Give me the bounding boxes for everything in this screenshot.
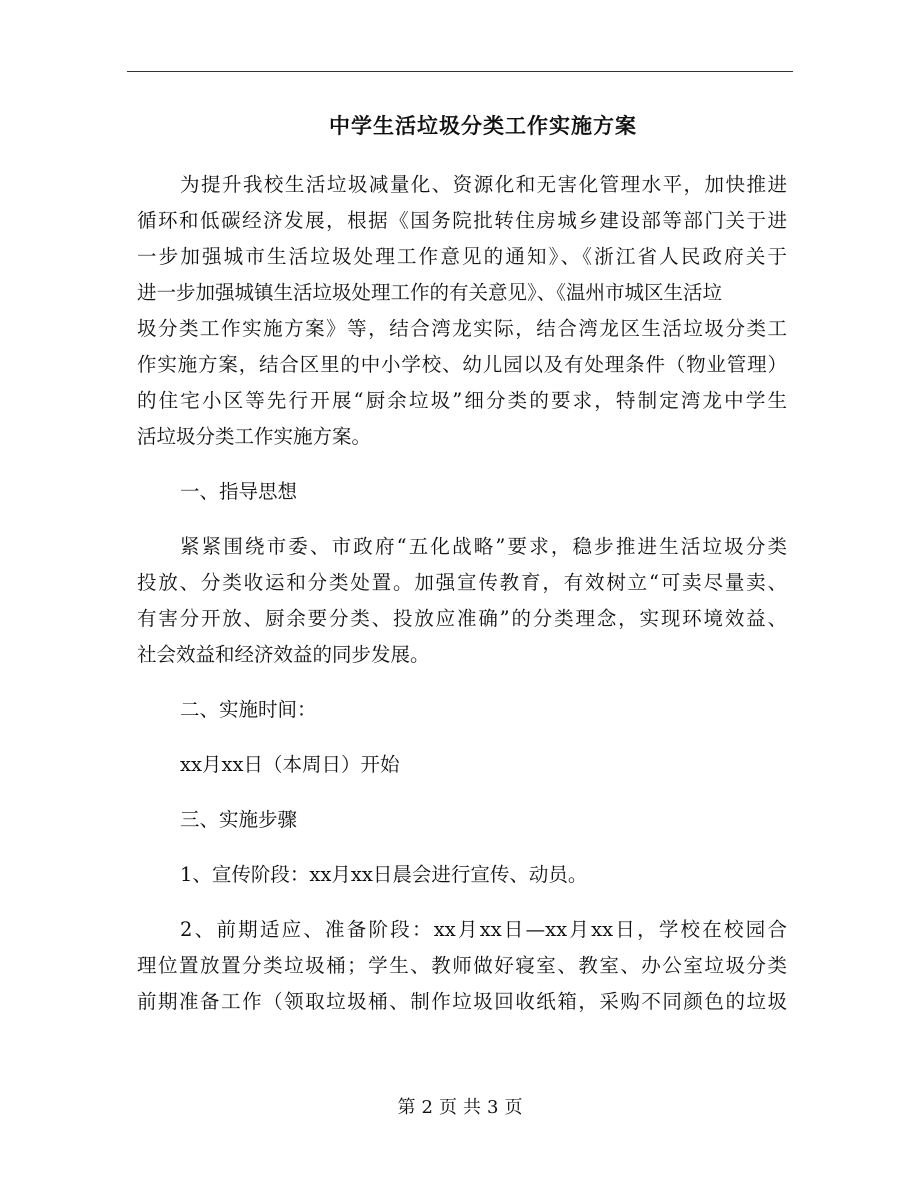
intro-line: 循环和低碳经济发展，根据《国务院批转住房城乡建设部等部门关于进 <box>137 209 787 232</box>
footer-label-total: 共 <box>463 1097 481 1118</box>
section1-line: 紧紧围绕市委、市政府“五化战略”要求，稳步推进生活垃圾分类 <box>180 535 787 558</box>
section-heading-guiding-ideology: 一、指导思想 <box>180 480 298 503</box>
intro-line: 为提升我校生活垃圾减量化、资源化和无害化管理水平，加快推进 <box>180 173 787 196</box>
step2-line: 理位置放置分类垃圾桶；学生、教师做好寝室、教室、办公室垃圾分类 <box>137 954 787 977</box>
footer-total-pages: 3 <box>487 1097 499 1118</box>
intro-line: 圾分类工作实施方案》等，结合湾龙实际，结合湾龙区生活垃圾分类工 <box>137 317 787 340</box>
step2-line: 前期准备工作（领取垃圾桶、制作垃圾回收纸箱，采购不同颜色的垃圾 <box>137 990 787 1013</box>
intro-line: 进一步加强城镇生活垃圾处理工作的有关意见》、《温州市城区生活垃 <box>137 281 723 304</box>
section1-line: 有害分开放、厨余要分类、投放应准确”的分类理念，实现环境效益、 <box>137 607 787 630</box>
intro-line: 一步加强城市生活垃圾处理工作意见的通知》、《浙江省人民政府关于 <box>137 245 787 268</box>
document-title: 中学生活垃圾分类工作实施方案 <box>329 113 637 138</box>
footer-label-page: 第 <box>397 1097 416 1118</box>
footer-current-page: 2 <box>421 1097 433 1118</box>
section1-line: 投放、分类收运和分类处置。加强宣传教育，有效树立“可卖尽量卖、 <box>137 571 787 594</box>
intro-line: 作实施方案，结合区里的中小学校、幼儿园以及有处理条件（物业管理） <box>137 353 787 376</box>
intro-line: 的住宅小区等先行开展“厨余垃圾”细分类的要求，特制定湾龙中学生 <box>137 389 787 412</box>
step2-line: 2、前期适应、准备阶段：xx月xx日—xx月xx日，学校在校园合 <box>180 918 787 941</box>
document-body <box>137 167 787 1020</box>
step1-text: 1、宣传阶段：xx月xx日晨会进行宣传、动员。 <box>180 863 588 886</box>
header-rule <box>127 71 793 72</box>
intro-line: 活垃圾分类工作实施方案。 <box>137 425 372 448</box>
section1-line: 社会效益和经济效益的同步发展。 <box>137 643 430 666</box>
section-heading-implementation-steps: 三、实施步骤 <box>180 808 298 831</box>
section-heading-implementation-time: 二、实施时间： <box>180 698 317 721</box>
footer-label-unit: 页 <box>439 1097 457 1118</box>
section2-text: xx月xx日（本周日）开始 <box>180 753 400 776</box>
footer-label-unit2: 页 <box>504 1097 523 1118</box>
page-footer <box>0 1096 920 1120</box>
